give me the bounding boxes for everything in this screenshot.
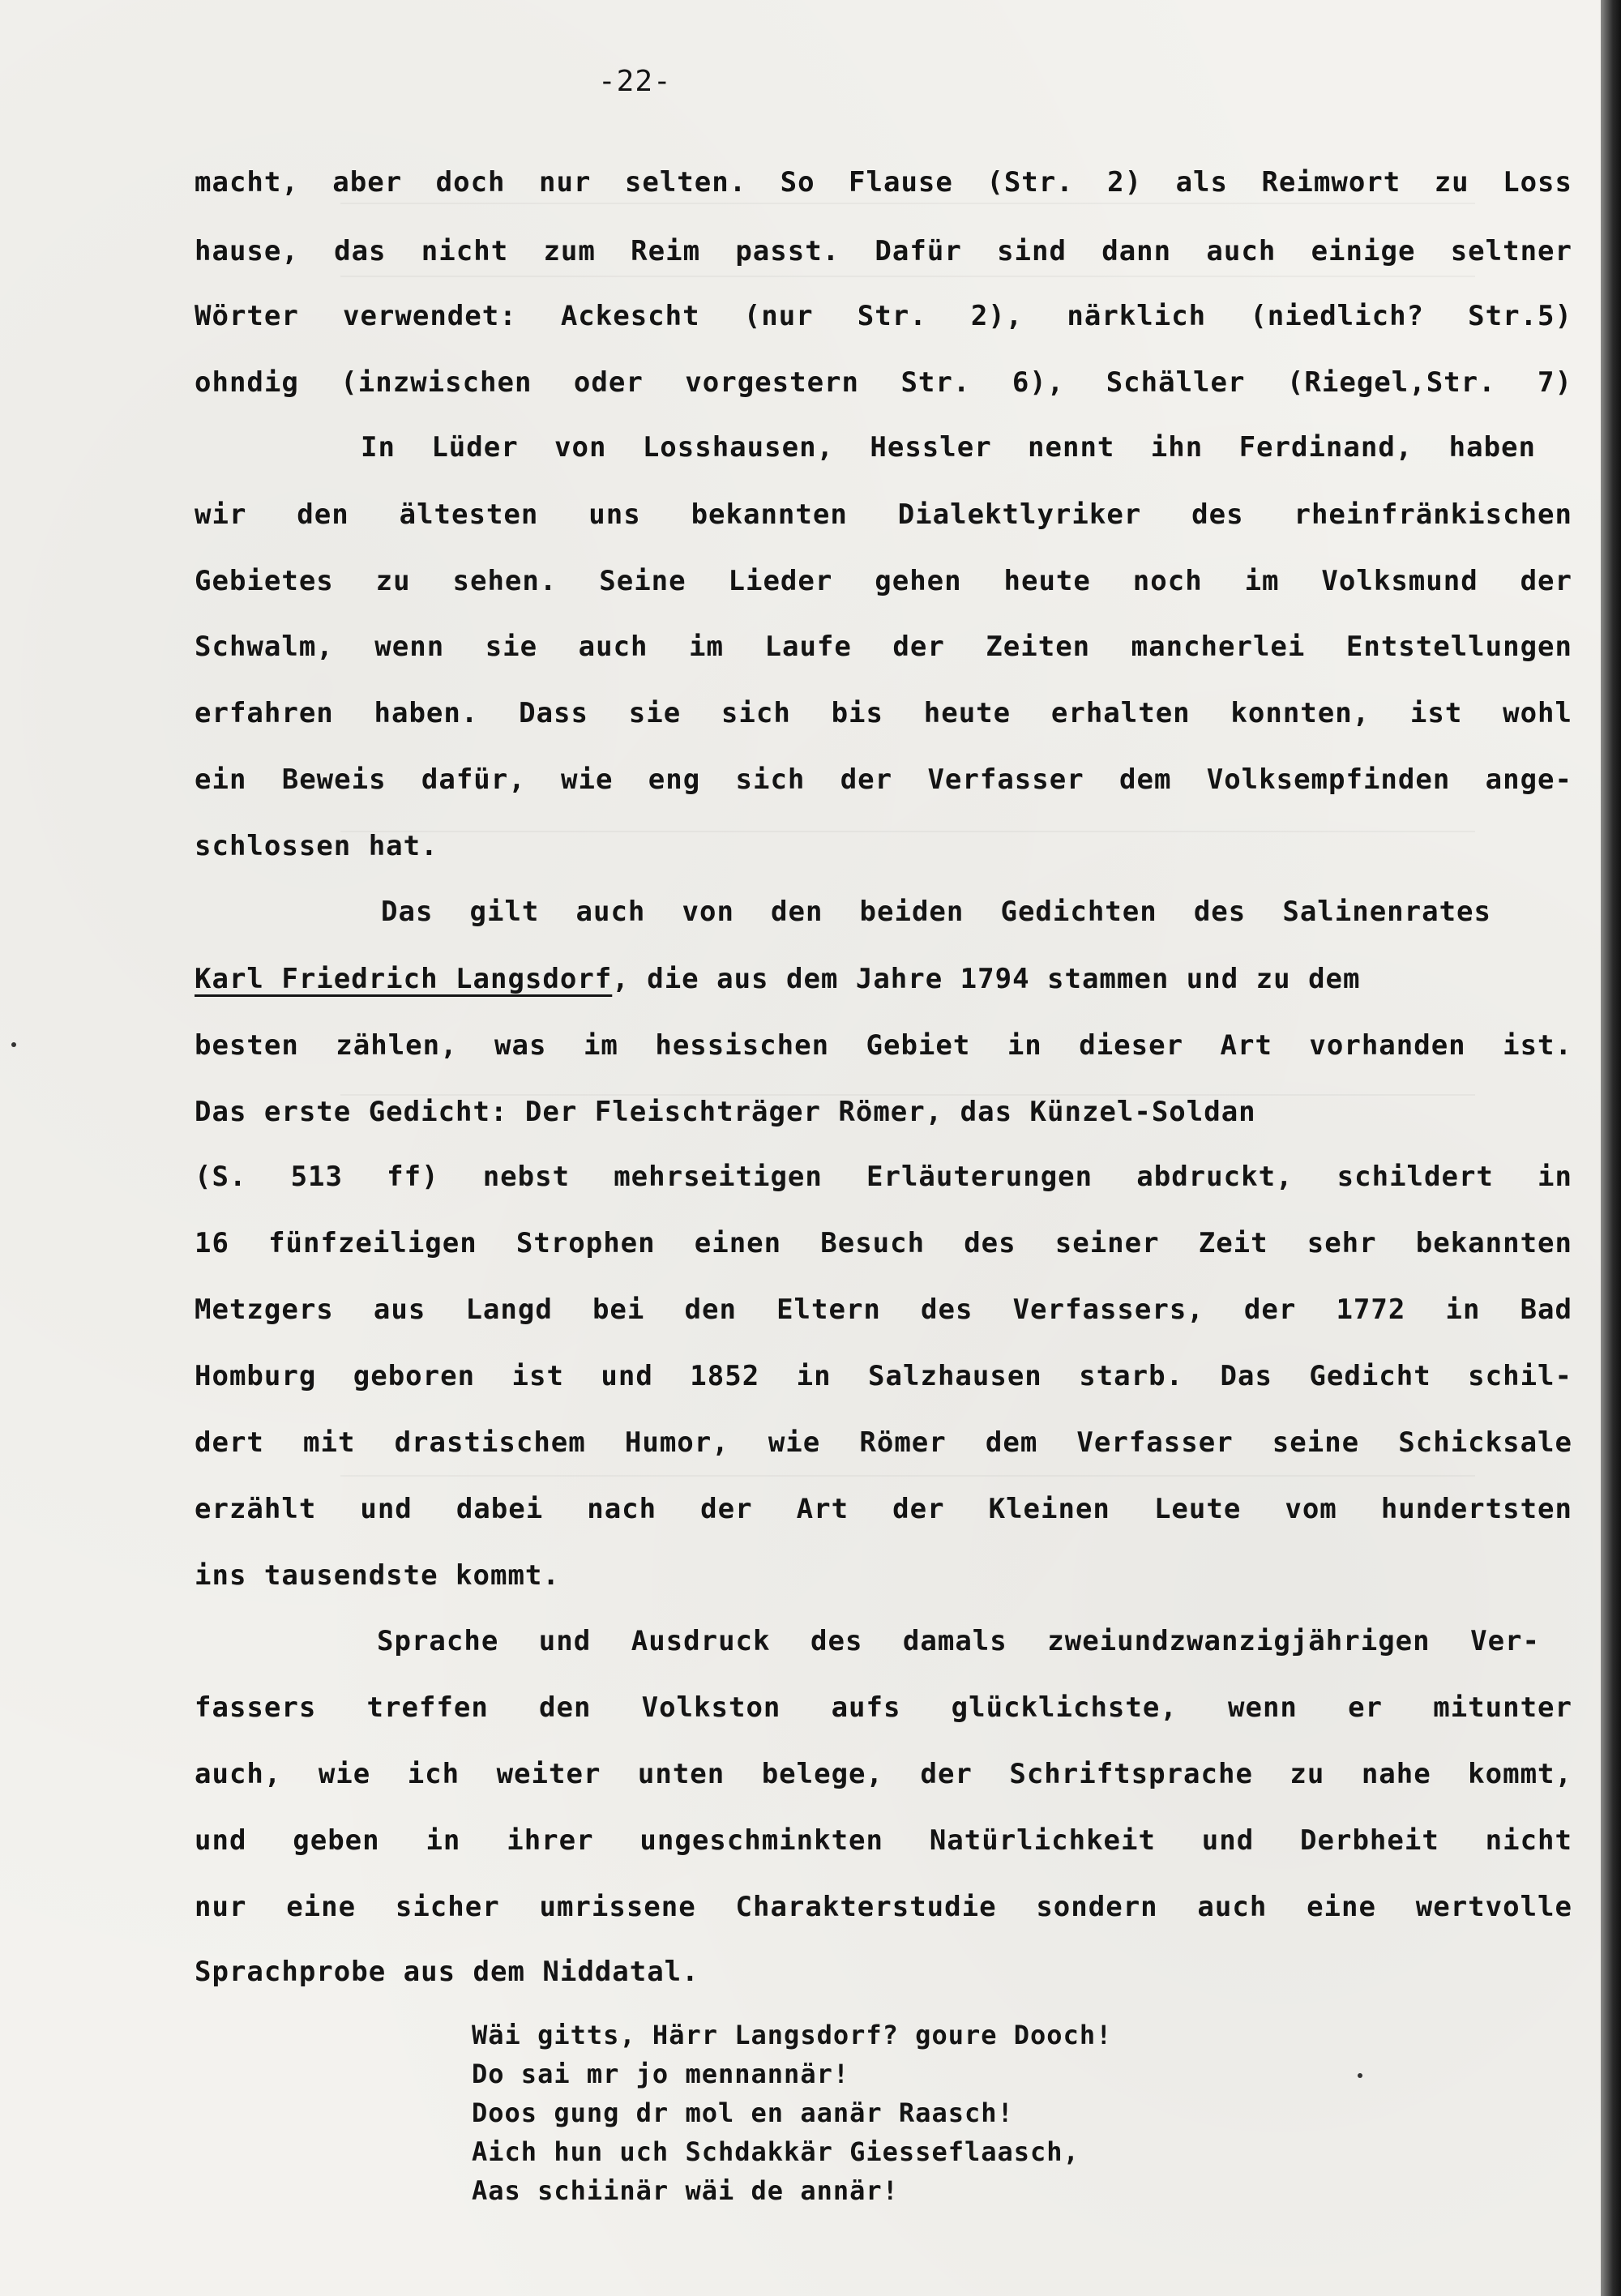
text-segment: , die aus dem Jahre 1794 stammen und zu dem <box>612 963 1361 995</box>
text-line: macht, aber doch nur selten. So Flause (Str. 2) als Reimwort zu Loss <box>195 166 1572 199</box>
poem-line: Aas schiinär wäi de annär! <box>472 2175 899 2206</box>
bleed-through <box>340 276 1475 277</box>
person-name: Karl Friedrich Langsdorf <box>195 963 613 995</box>
text-line: (S. 513 ff) nebst mehrseitigen Erläuterungen abdruckt, schildert in <box>195 1161 1572 1193</box>
bleed-through <box>340 1475 1475 1477</box>
text-line: hause, das nicht zum Reim passt. Dafür sind dann auch einige seltner <box>195 235 1572 267</box>
text-line: erfahren haben. Dass sie sich bis heute erhalten konnten, ist wohl <box>195 697 1572 729</box>
text-line: Wörter verwendet: Ackescht (nur Str. 2), närklich (niedlich? Str.5) <box>195 300 1572 332</box>
text-line: Sprache und Ausdruck des damals zweiundzwanzigjährigen Ver- <box>377 1625 1540 1657</box>
text-line: dert mit drastischem Humor, wie Römer dem Verfasser seine Schicksale <box>195 1426 1572 1459</box>
text-line: In Lüder von Losshausen, Hessler nennt ihn Ferdinand, haben <box>361 431 1536 464</box>
text-line: ins tausendste kommt. <box>195 1559 560 1592</box>
text-line: nur eine sicher umrissene Charakterstudie sondern auch eine wertvolle <box>195 1891 1572 1923</box>
text-line: ohndig (inzwischen oder vorgestern Str. 6), Schäller (Riegel,Str. 7) <box>195 366 1572 399</box>
poem-line: Do sai mr jo mennannär! <box>472 2059 850 2089</box>
text-line: Gebietes zu sehen. Seine Lieder gehen heute noch im Volksmund der <box>195 565 1572 597</box>
text-line: erzählt und dabei nach der Art der Kleinen Leute vom hundertsten <box>195 1493 1572 1525</box>
text-line: auch, wie ich weiter unten belege, der Schriftsprache zu nahe kommt, <box>195 1758 1572 1790</box>
page-number: -22- <box>598 65 672 98</box>
poem-line: Wäi gitts, Härr Langsdorf? goure Dooch! <box>472 2020 1113 2050</box>
bleed-through <box>340 203 1475 204</box>
text-line: und geben in ihrer ungeschminkten Natürlichkeit und Derbheit nicht <box>195 1824 1572 1857</box>
text-line: wir den ältesten uns bekannten Dialektlyriker des rheinfränkischen <box>195 498 1572 531</box>
text-line: schlossen hat. <box>195 830 438 862</box>
text-line: Schwalm, wenn sie auch im Laufe der Zeiten mancherlei Entstellungen <box>195 631 1572 663</box>
speck-mark <box>11 1042 16 1047</box>
text-line: 16 fünfzeiligen Strophen einen Besuch des seiner Zeit sehr bekannten <box>195 1227 1572 1259</box>
scan-edge <box>1601 0 1621 2296</box>
text-line: Das gilt auch von den beiden Gedichten des Salinenrates <box>381 896 1491 928</box>
poem-line: Doos gung dr mol en aanär Raasch! <box>472 2097 1014 2128</box>
poem-line: Aich hun uch Schdakkär Giesseflaasch, <box>472 2136 1080 2167</box>
speck-mark <box>1358 2073 1362 2078</box>
text-line: ein Beweis dafür, wie eng sich der Verfasser dem Volksempfinden ange- <box>195 763 1572 796</box>
text-line: besten zählen, was im hessischen Gebiet in dieser Art vorhanden ist. <box>195 1029 1572 1062</box>
text-line: Metzgers aus Langd bei den Eltern des Verfassers, der 1772 in Bad <box>195 1293 1572 1326</box>
text-line: Sprachprobe aus dem Niddatal. <box>195 1956 699 1988</box>
text-line: fassers treffen den Volkston aufs glücklichste, wenn er mitunter <box>195 1691 1572 1724</box>
text-line-with-name <box>195 963 1572 995</box>
text-line: Homburg geboren ist und 1852 in Salzhausen starb. Das Gedicht schil- <box>195 1360 1572 1392</box>
text-line: Das erste Gedicht: Der Fleischträger Römer, das Künzel-Soldan <box>195 1096 1256 1128</box>
